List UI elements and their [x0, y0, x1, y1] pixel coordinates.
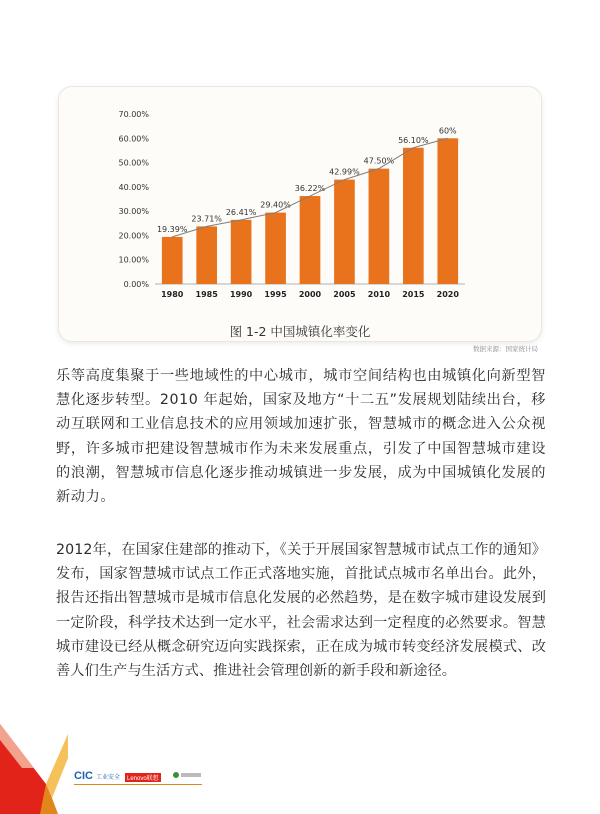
x-tick-label: 1990: [229, 290, 253, 299]
cic-logo-text: CIC: [74, 770, 93, 782]
x-tick-label: 2010: [367, 290, 391, 299]
bar: [300, 196, 321, 284]
footer-divider: [74, 784, 202, 785]
y-tick-label: 20.00%: [118, 231, 149, 241]
data-label: 60%: [438, 126, 457, 136]
y-tick-label: 60.00%: [118, 134, 149, 144]
x-tick-label: 2000: [298, 290, 322, 299]
data-label: 23.71%: [191, 214, 222, 224]
data-label: 42.99%: [329, 167, 360, 177]
lenovo-logo: Lenovo联想: [125, 773, 161, 782]
bar: [437, 138, 458, 284]
x-tick-label: 2015: [402, 290, 425, 299]
bar: [196, 226, 217, 284]
data-label: 56.10%: [398, 135, 429, 145]
x-tick-label: 1980: [161, 290, 184, 299]
bar: [162, 237, 183, 284]
bar: [369, 169, 390, 284]
bar: [265, 213, 286, 284]
chart-caption: 图 1-2 中国城镇化率变化: [229, 324, 371, 339]
data-label: 19.39%: [156, 224, 188, 234]
bar: [403, 148, 424, 284]
partner-logo-icon: [172, 771, 202, 779]
chart-source: 数据来源：国家统计局: [473, 345, 538, 353]
y-tick-label: 50.00%: [118, 158, 149, 168]
data-label: 36.22%: [294, 184, 326, 194]
y-tick-label: 0.00%: [123, 280, 149, 289]
y-tick-label: 10.00%: [118, 255, 149, 265]
bar: [231, 220, 252, 284]
paragraph-2: 2012年，在国家住建部的推动下，《关于开展国家智慧城市试点工作的通知》发布，国家智慧城市试点工作正式落地实施，首批试点城市名单出台。此外，报告还指出智慧城市是城市信息化发展的必然趋势，是在数字城市建设发展到一定阶段，科学技术达到一定水平，社会需求达到一定程度的必然要求。智慧城市建设已经从概念研究迈向实践探索，正在成为城市转变经济发展模式、改善人们生产与生活方式、推进社会管理创新的新手段和新途径。: [56, 542, 546, 680]
y-tick-label: 70.00%: [118, 110, 149, 119]
x-tick-label: 1995: [264, 290, 287, 299]
data-label: 47.50%: [363, 156, 395, 166]
cic-logo: [74, 770, 120, 782]
x-tick-label: 2020: [436, 290, 459, 299]
urbanization-bar-chart: [59, 87, 541, 341]
y-tick-label: 30.00%: [118, 207, 149, 217]
bar: [334, 180, 355, 284]
cic-logo-sub: 工业安全: [96, 775, 121, 781]
data-label: 26.41%: [225, 207, 257, 217]
page-corner-decoration: [0, 706, 240, 814]
data-label: 29.40%: [260, 200, 291, 210]
y-tick-label: 40.00%: [118, 182, 149, 192]
page-number: 10: [43, 752, 56, 763]
x-tick-label: 1985: [195, 290, 218, 299]
x-tick-label: 2005: [333, 290, 356, 299]
paragraph-1: 乐等高度集聚于一些地域性的中心城市，城市空间结构也由城镇化向新型智慧化逐步转型。2010 年起始，国家及地方“十二五”发展规划陆续出台，移动互联网和工业信息技术的应用领域加速扩张，智慧城市的概念进入公众视野，许多城市把建设智慧城市作为未来发展重点，引发了中国智慧城市建设的浪潮，智慧城市信息化逐步推动城镇进一步发展，成为中国城镇化发展的新动力。: [56, 368, 546, 506]
chart-card: [58, 86, 542, 342]
